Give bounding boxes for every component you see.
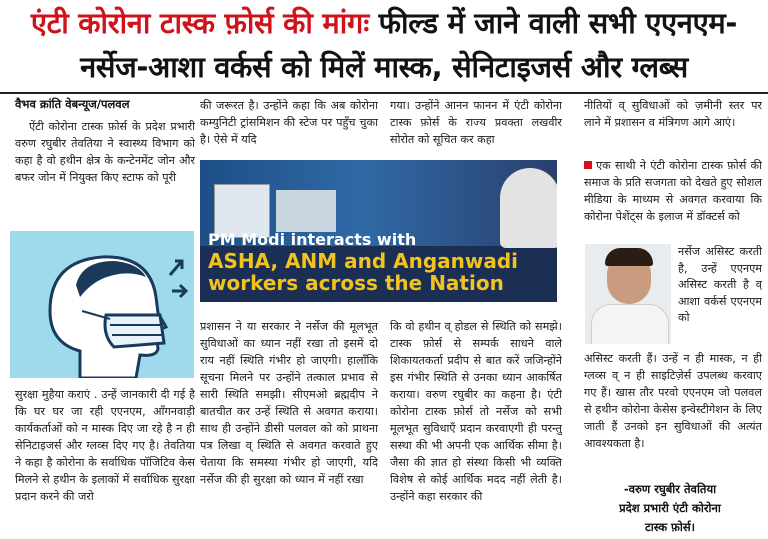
byline: वैभव क्रांति वेबन्यूज/पलवल xyxy=(15,97,130,111)
mask-face-icon xyxy=(10,231,194,378)
signature-line1: -वरुण रघुबीर तेवतिया xyxy=(623,482,717,496)
signature xyxy=(580,480,760,537)
video-title-line3: workers across the Nation xyxy=(208,271,504,295)
mask-illustration xyxy=(10,231,194,378)
signature-line3: टास्क फ़ोर्स। xyxy=(644,520,696,534)
video-title-line1: PM Modi interacts with xyxy=(208,230,417,249)
headline-divider xyxy=(0,92,768,94)
column2-bottom: प्रशासन ने या सरकार ने नर्सेज की मूलभूत सुविधाओं का ध्यान नहीं रखा तो इसमें दो राय नहीं स्थिति गंभीर हो जाएगी। हालाँकि सूचना मिलने पर उन्होंने तत्काल प्रभाव से सारी स्थिति समझी। सीएमओ ब्रह्मदीप ने बातचीत कर उन्हें स्थिति से अवगत कराया। साथ ही उन्होंने डीसी पलवल को को प्राथना पत्र लिखा व् स्थिति से अवगत करवाते हुए चेताया कि समस्या गंभीर हो जाएगी, यदि नर्सेज की ही सुरक्षा को ध्यान में नहीं रखा xyxy=(200,320,378,486)
headline xyxy=(0,0,768,92)
signature-line2: प्रदेश प्रभारी एंटी कोरोना xyxy=(619,501,721,515)
column3-bottom: कि वो हथीन व् होडल से स्थिति को समझे। टास्क फ़ोर्स से सम्पर्क साधने वाले शिकायतकर्ता प्रदीप से बात करें जजिन्होंने इस गंभीर स्थिति से उनका ध्यान आकर्षित कराया। वरुण रघुबीर का कहना है। एंटी कोरोना टास्क फ़ोर्स तो नर्सेज को सभी मूलभूत सुविधाएँ प्रदान करवाएगी ही परन्तु सस्था की भी अपनी एक आर्थिक सीमा है। जैसा की ज्ञात हो संस्था किसी भी व्यक्ति विशेष से कोई आर्थिक मदद नहीं लेती है।उन्होंने कहा सरकार की xyxy=(390,320,562,503)
column4-top: नीतियों व् सुविधाओं को ज़मीनी स्तर पर लाने में प्रशासन व मंत्रिगण आगे आएं। xyxy=(584,99,762,129)
column2-top: की जरूरत है। उन्होंने कहा कि अब कोरोना कम्युनिटी ट्रांसमिशन की स्टेज पर पहुँच चुका है। ऐसे में यदि xyxy=(200,99,378,146)
pm-modi-video-thumbnail xyxy=(200,160,557,302)
video-title-line2: ASHA, ANM and Anganwadi xyxy=(208,249,519,273)
column1-top: ऐंटी कोरोना टास्क फ़ोर्स के प्रदेश प्रभारी वरुण रघुबीर तेवतिया ने स्वास्थ्य विभाग को कहा है वो हथीन क्षेत्र के कन्टेनमेंट जोन और बफर जोन में नियुक्त किए स्टाफ को पूरी xyxy=(15,120,195,184)
column3-top: गया। उन्होंने आनन फानन में एंटी कोरोना टास्क फ़ोर्स के राज्य प्रवक्ता लखवीर सोरोत को सूचित कर कहा xyxy=(390,99,562,146)
column4-para2 xyxy=(584,157,762,243)
headline-black: फील्ड में जाने वाली सभी एएनएम- xyxy=(378,6,738,40)
column1-bottom: सुरक्षा मुहैया कराएं . उन्हें जानकारी दी गई है कि घर घर जा रही एएनएम, आँगनवाड़ी कार्यकर्ताओं को न मास्क दिए जा रहे है न ही सेनिटाइजर्स और ग्लव्स दिए गए है। तेवतिया ने कहा है कोरोना के सर्वाधिक पॉजिटिव केस मिलने से हथीन के इलाकों में सर्वाधिक सुरक्षा प्रदान करने की जरो xyxy=(15,388,195,503)
column4-wrap: नर्सेज असिस्ट करती है, उन्हें एएनएम असिस्ट करती है व् आशा वर्कर्स एएनएम को xyxy=(678,245,762,324)
headline-red: एंटी कोरोना टास्क फ़ोर्स की मांगः xyxy=(30,6,369,40)
column4-para2-text: एक साथी ने एंटी कोरोना टास्क फ़ोर्स की समाज के प्रति सजगता को देखते हुए सोशल मीडिया के माध्यम से अवगत करवाया कि कोरोना पेशेंट्स के इलाज में डॉक्टर्स को xyxy=(584,159,762,223)
headline-line2: नर्सेज-आशा वर्कर्स को मिलें मास्क, सेनिटाइजर्स और ग्लब्स xyxy=(80,50,688,84)
column4-bottom: असिस्ट करती हैं। उन्हें न ही मास्क, न ही ग्लव्स व् न ही साइटिज़ेर्स उपलब्ध करवाए गए हैं। खास तौर परवो एएनएम जो पलवल से हथीन कोरोना केसेस इन्वेस्टीगेशन के लिए जाती हैं उनको इन सुविधाओं की अत्यंत आवश्यकता है। xyxy=(584,352,762,450)
red-bullet-icon xyxy=(584,161,592,169)
headline-line1 xyxy=(6,4,762,42)
person-photo xyxy=(585,244,671,344)
